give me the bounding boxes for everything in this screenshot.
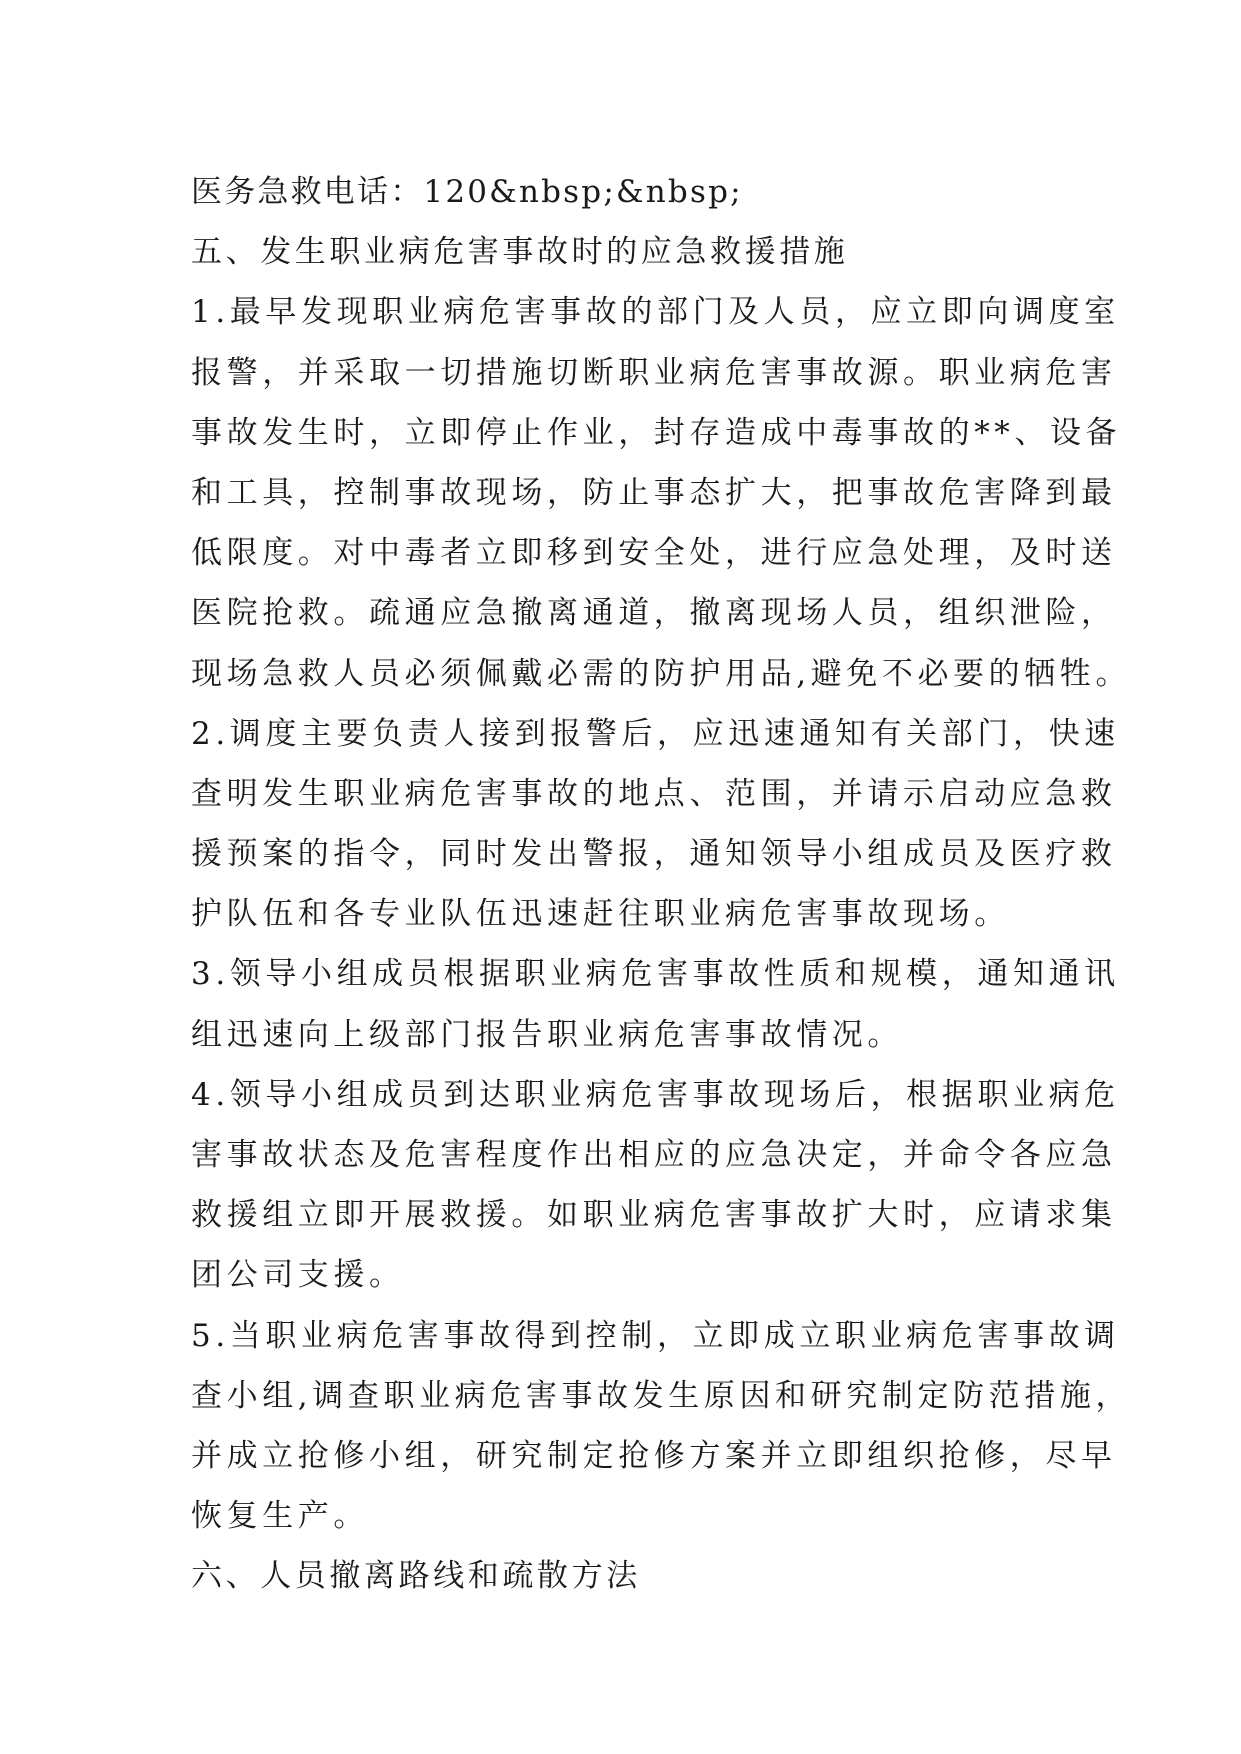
paragraph-line: 3.领导小组成员根据职业病危害事故性质和规模，通知通讯 [191,956,1120,993]
paragraph-line: 查小组,调查职业病危害事故发生原因和研究制定防范措施， [191,1377,1132,1414]
document-body [191,162,1132,1607]
paragraph-line: 和工具，控制事故现场，防止事态扩大，把事故危害降到最 [191,474,1117,511]
paragraph-line: 查明发生职业病危害事故的地点、范围，并请示启动应急救 [191,775,1117,812]
paragraph-line: 护队伍和各专业队伍迅速赶往职业病危害事故现场。 [191,896,1010,933]
paragraph-line: 组迅速向上级部门报告职业病危害事故情况。 [191,1016,903,1053]
section-heading-six: 六、人员撤离路线和疏散方法 [191,1558,641,1595]
paragraph-line: 恢复生产。 [191,1498,369,1535]
emergency-phone-line: 医务急救电话：120&nbsp;&nbsp; [191,174,743,210]
paragraph-line: 报警，并采取一切措施切断职业病危害事故源。职业病危害 [191,354,1117,391]
section-heading-five: 五、发生职业病危害事故时的应急救援措施 [191,234,849,271]
paragraph-line: 2.调度主要负责人接到报警后，应迅速通知有关部门，快速 [191,715,1120,752]
paragraph-line: 救援组立即开展救援。如职业病危害事故扩大时，应请求集 [191,1197,1117,1234]
paragraph-line: 援预案的指令，同时发出警报，通知领导小组成员及医疗救 [191,836,1117,873]
paragraph-line: 事故发生时，立即停止作业，封存造成中毒事故的**、设备 [191,414,1122,451]
paragraph-line: 低限度。对中毒者立即移到安全处，进行应急处理，及时送 [191,535,1117,572]
paragraph-line: 医院抢救。疏通应急撤离通道，撤离现场人员，组织泄险， [191,595,1117,632]
paragraph-line: 团公司支援。 [191,1257,405,1294]
paragraph-line: 4.领导小组成员到达职业病危害事故现场后，根据职业病危 [191,1076,1120,1113]
paragraph-line: 5.当职业病危害事故得到控制，立即成立职业病危害事故调 [191,1317,1120,1354]
paragraph-line: 1.最早发现职业病危害事故的部门及人员，应立即向调度室 [191,294,1120,331]
paragraph-line: 害事故状态及危害程度作出相应的应急决定，并命令各应急 [191,1137,1117,1173]
paragraph-line: 并成立抢修小组，研究制定抢修方案并立即组织抢修，尽早 [191,1437,1117,1474]
paragraph-line: 现场急救人员必须佩戴必需的防护用品,避免不必要的牺牲。 [191,655,1132,692]
